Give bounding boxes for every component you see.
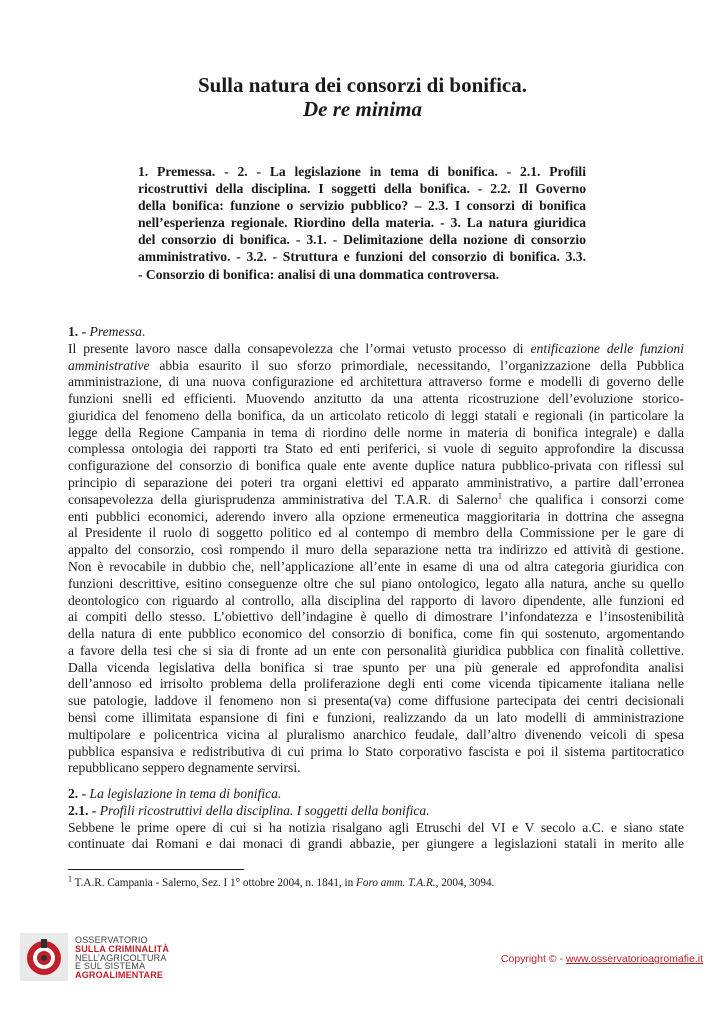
- toc-line: del consorzio di bonifica. - 3.1. - Delimitazione della nozione di consorzio: [138, 232, 586, 248]
- paragraph-line: [68, 341, 684, 358]
- line-text: abbia esaurito il suo sforzo primordiale, necessitando, l’organizzazione della Pubblica: [159, 357, 684, 373]
- subsection-heading: [68, 803, 684, 820]
- paragraph-line: [68, 492, 684, 509]
- paragraph-line: legge della Regione Campania in tema di riordino delle norme in materia di bonifica integrale) e dalla: [68, 424, 684, 440]
- section-heading: [68, 786, 684, 803]
- toc-line: amministrativo. - 3.2. - Struttura e funzioni del consorzio di bonifica. 3.3.: [138, 249, 586, 265]
- footnote-mark: 1: [68, 874, 72, 884]
- document-title: Sulla natura dei consorzi di bonifica.: [197, 73, 528, 97]
- paragraph-line: ai compiti dello stesso. L’obiettivo dell’indagine è quello di dimostrare l’infondatezza e l’insostenibilità: [68, 609, 684, 625]
- paragraph-line: multipolare e policentrica vicina al pluralismo anarchico feudale, dall’altro divenendo veicoli di spesa: [68, 726, 684, 742]
- paragraph-line: pubblica espansiva e redistributiva di cui prima lo Stato corporativo fascista e poi il sistema partitocratico: [68, 743, 684, 759]
- subsection-number: 2.1. -: [68, 802, 97, 818]
- paragraph-line: Dalla vicenda legislativa della bonifica si trae spunto per una più generale ed approfondita analisi: [68, 659, 684, 675]
- copyright-label: Copyright © -: [500, 953, 563, 965]
- logo-line: SULLA CRIMINALITÀ: [75, 943, 170, 954]
- paragraph-line: deontologico con riguardo al controllo, alla disciplina del rapporto di lavoro dipendente, alle funzioni ed: [68, 592, 684, 608]
- section-number: 1. -: [68, 324, 87, 339]
- document-subtitle: De re minima: [303, 97, 422, 121]
- paragraph-line: amministrazione, di una nuova configurazione ed architettura attraverso forme e modelli di governo delle: [68, 374, 684, 390]
- paragraph-line: complessa ontologia dei rapporti tra Stato ed enti periferici, si vuole di seguito approfondire la discussa: [68, 441, 684, 457]
- paragraph-line: bensì come illimitata espansione di fini e funzioni, realizzando da un lato modelli di amministrazione: [68, 709, 684, 725]
- paragraph-line: enti pubblici economici, aderendo invero alla opzione ermeneutica maggioritaria in dottrina che assegna: [68, 508, 684, 524]
- paragraph-line: a favore della tesi che si sia di fronte ad un ente con personalità giuridica pubblica con finalità collettive.: [68, 642, 684, 658]
- toc-line: della bonifica: funzione o servizio pubblico? – 2.3. I consorzi di bonifica: [138, 198, 586, 214]
- section-title: Premessa: [89, 324, 142, 339]
- line-text: consapevolezza della giurisprudenza amministrativa del T.A.R. di Salerno: [68, 491, 498, 507]
- paragraph-line: giuridica del fenomeno della bonifica, da un articolato reticolo di leggi statali e regionali (in particolare la: [68, 407, 684, 423]
- paragraph-line: sue patologie, laddove il fenomeno non si presenta(va) come diffusione partecipata dei centri decisionali: [68, 693, 684, 709]
- logo-line: NELL’AGRICOLTURA: [75, 952, 167, 963]
- paragraph-line: appalto del consorzio, così rompendo il muro della separazione netta tra indirizzo ed attività di gestione.: [68, 542, 684, 558]
- paragraph-line: [68, 358, 684, 375]
- paragraph-line: al Presidente il ruolo di soggetto politico ed al contempo di membro della Commissione per le gare di: [68, 525, 684, 541]
- paragraph-line: Sebbene le prime opere di cui si ha notizia risalgano agli Etruschi del VI e V secolo a.C. e siano state: [68, 819, 684, 835]
- toc-line: 1. Premessa. - 2. - La legislazione in tema di bonifica. - 2.1. Profili: [138, 164, 586, 179]
- footnote-text: T.A.R. Campania - Salerno, Sez. I 1° ottobre 2004, n. 1841, in: [74, 877, 354, 889]
- section-number: 2. -: [68, 786, 87, 802]
- logo-line: OSSERVATORIO: [75, 935, 148, 945]
- paragraph-line: repubblicano seppero degnamente servirsi.: [68, 760, 301, 776]
- section-heading: 1. - Premessa.: [68, 324, 146, 339]
- footnote-journal: Foro amm. T.A.R.: [356, 877, 436, 889]
- paragraph-line: funzioni snelli ed efficienti. Muovendo anzitutto da una attenta ricostruzione dell’evoluzione storico-: [68, 391, 684, 407]
- logo-line: E SUL SISTEMA: [75, 961, 146, 972]
- paragraph-line: continuate dai Romani e dai monaci di grandi abbazie, per giungere a legislazioni statali in merito alle: [68, 836, 684, 852]
- toc-line: ricostruttivi della disciplina. I soggetti della bonifica. - 2.2. Il Governo: [138, 181, 586, 197]
- paragraph-line: Non è revocabile in dubbio che, nell’applicazione all’ente in esame di una od altra categoria giuridica con: [68, 558, 684, 574]
- footnote-reference[interactable]: 1: [497, 491, 502, 501]
- paragraph-line: principio di separazione dei poteri tra organi elettivi ed apparato amministrativo, a partire dall’erronea: [68, 475, 684, 491]
- paragraph-line: configurazione del consorzio di bonifica quale ente avente duplice natura pubblico-privata con riflessi sul: [68, 458, 684, 474]
- footnote-text-end: , 2004, 3094.: [435, 877, 495, 889]
- paragraph-line: funzioni descrittive, esitino conseguenze oltre che sul piano ontologico, legato alla natura, anche su quello: [68, 575, 684, 591]
- toc-line: - Consorzio di bonifica: analisi di una dommatica controversa.: [138, 266, 500, 282]
- paragraph-line: della natura di ente pubblico economico del consorzio di bonifica, come fin qui sostenuto, argomentando: [68, 626, 684, 642]
- body-text: [68, 324, 684, 853]
- line-italic: entificazione delle funzioni: [530, 340, 684, 356]
- section-title: La legislazione in tema di bonifica.: [89, 786, 282, 802]
- table-of-contents: [138, 163, 586, 283]
- website-link[interactable]: www.osservatorioagromafie.it: [565, 953, 703, 965]
- logo-line: AGROALIMENTARE: [75, 970, 164, 981]
- copyright-notice: [501, 953, 703, 965]
- line-text: che qualifica i consorzi come: [509, 491, 684, 507]
- logo-wordmark: [75, 936, 169, 980]
- osservatorio-logo-icon: [20, 933, 68, 981]
- toc-line: nell’esperienza regionale. Riordino della materia. - 3. La natura giuridica: [138, 215, 586, 231]
- line-text: Il presente lavoro nasce dalla consapevolezza che l’ormai vetusto processo di: [68, 340, 524, 356]
- footnote-divider: [68, 869, 244, 870]
- line-italic: amministrative: [68, 357, 150, 373]
- subsection-title: Profili ricostruttivi della disciplina. I soggetti della bonifica.: [99, 802, 430, 818]
- footnote: [68, 876, 494, 890]
- paragraph-line: dell’annoso ed irrisolto problema della proliferazione degli enti come vicenda tipicamente italiana nelle: [68, 676, 684, 692]
